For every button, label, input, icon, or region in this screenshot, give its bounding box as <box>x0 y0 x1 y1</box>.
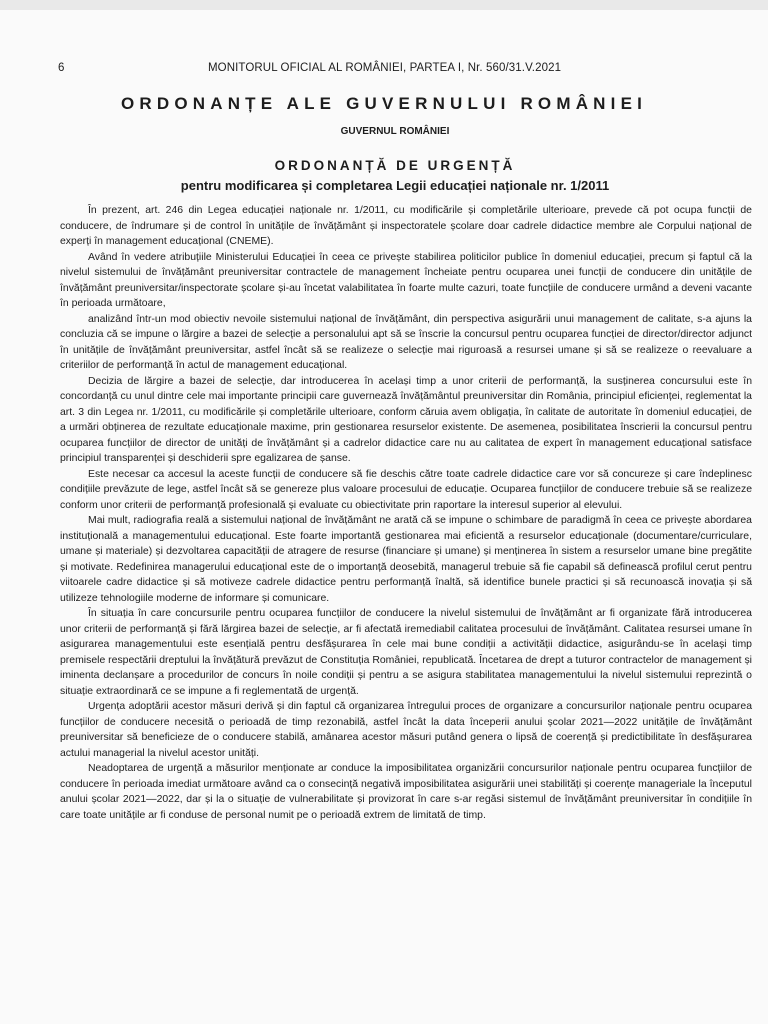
document-page <box>0 10 768 1024</box>
paragraph: Urgența adoptării acestor măsuri derivă și din faptul că organizarea întregului proces de organizare a concursurilor naționale pentru ocuparea funcțiilor de conducere necesită o perioadă de timp rezonabilă, astfel încât la data începerii anului școlar 2021—2022 unitățile de învățământ preuniversitar să beneficieze de o conducere stabilă, amânarea acestor măsuri putând genera o lipsă de coerență și predictibilitate în desfășurarea actului managerial la nivelul acestor unități. <box>60 701 752 759</box>
issuer-name: GUVERNUL ROMÂNIEI <box>340 126 450 137</box>
paragraph: În prezent, art. 246 din Legea educației naționale nr. 1/2011, cu modificările și completările ulterioare, prevede că pot ocupa funcții de conducere, de îndrumare și de control în unitățile de învățământ și inspectoratele școlare doar cadrele didactice membre ale Corpului național de experți în management educațional (CNEME). <box>60 205 752 247</box>
paragraph: În situația în care concursurile pentru ocuparea funcțiilor de conducere la nivelul sistemului de învățământ ar fi organizate fără introducerea unor criterii de performanță și fără lărgirea bazei de selecție, ar fi afectată iremediabil calitatea procesului de învățământ. Calitatea resursei umane în asigurarea managementului este esențială pentru desfășurarea în cele mai bune condiții a activității didactice, asigurându-se în același timp premisele respectării dreptului la învățătură prevăzut de Constituția României, republicată. Încetarea de drept a tuturor contractelor de management și iminenta declanșare a procedurilor de concurs în noile condiții și pentru a se asigura stabilitatea managementului la nivelul sistemului reprezintă o situație extraordinară ce se impune a fi reglementată de urgență. <box>60 608 752 697</box>
page-number: 6 <box>58 62 65 74</box>
page-header <box>58 62 718 78</box>
paragraph: Mai mult, radiografia reală a sistemului național de învățământ ne arată că se impune o schimbare de paradigmă în ceea ce privește abordarea instituțională a managementului educațional. Este foarte importantă gestionarea mai eficientă a resurselor educaționale (documentare/curriculare, umane și materiale) și dezvoltarea capacității de atragere de resurse (financiare și umane) și menținerea în sistem a resurselor umane bine pregătite și motivate. Redefinirea managerului educațional este de o importanță deosebită, managerul trebuie să fie capabil să definească profilul cerut pentru viitoarele cadre didactice și să motiveze cadrele didactice pentru performanță înaltă, să identifice bunele practici și să recunoască inovația și să utilizeze tehnologiile moderne de informare și comunicare. <box>60 515 752 604</box>
paragraph: Neadoptarea de urgență a măsurilor menționate ar conduce la imposibilitatea organizării concursurilor naționale pentru ocuparea funcțiilor de conducere în perioada imediat următoare având ca o consecință negativă imposibilitatea asigurării unei stabilități și coerențe manageriale la începutul anului școlar 2021—2022, dar și la o situație de vulnerabilitate și provizorat în care s-ar regăsi sistemul de învățământ preuniversitar în condițiile în care toate unitățile ar fi conduse de personal numit pe o perioadă extrem de limitată de timp. <box>60 763 752 821</box>
paragraph: Având în vedere atribuțiile Ministerului Educației în ceea ce privește stabilirea politicilor publice în domeniul educației, precum și faptul că la nivelul sistemului de învățământ preuniversitar contractele de management încheiate pentru ocuparea unei funcții de conducere din unitățile de învățământ preuniversitar/inspectorate școlare și-au încetat valabilitatea în foarte multe cazuri, toate funcțiile de conducere urmând a deveni vacante în perioada următoare, <box>60 251 752 309</box>
document-body <box>60 203 752 823</box>
paragraph: analizând într-un mod obiectiv nevoile sistemului național de învățământ, din perspectiva asigurării unui management de calitate, s-a ajuns la concluzia că se impune o lărgire a bazei de selecție a personalului apt să se înscrie la concursul pentru ocuparea funcției de director/director adjunct în unitățile de învățământ preuniversitar, astfel încât să se realizeze o selecție mai riguroasă a resursei umane și să se realizeze o reevaluare a criteriilor de performanță în actul de management educațional. <box>60 313 752 371</box>
document-type: ORDONANȚĂ DE URGENȚĂ <box>274 158 516 173</box>
section-title: ORDONANȚE ALE GUVERNULUI ROMÂNIEI <box>120 94 648 113</box>
paragraph: Este necesar ca accesul la aceste funcții de conducere să fie deschis către toate cadrele didactice care vor să concureze și care îndeplinesc condițiile prevăzute de lege, astfel încât să se genereze plus valoare procesului de educație. Ocuparea funcțiilor de conducere trebuie să se realizeze conform unor criterii de performanță profesională și evaluate cu obiectivitate prin raportare la interesul superior al elevului. <box>60 468 752 511</box>
document-subtitle: pentru modificarea și completarea Legii educației naționale nr. 1/2011 <box>180 178 610 193</box>
paragraph: Decizia de lărgire a bazei de selecție, dar introducerea în același timp a unor criterii de performanță, la susținerea concursului este în concordanță cu unul dintre cele mai importante principii care guvernează învățământul preuniversitar din România, principiul eficienței, reglementat la art. 3 din Legea nr. 1/2011, cu modificările și completările ulterioare, conform căruia avem obligația, în calitate de autoritate în domeniul educației, de a urmări obținerea de rezultate educaționale maxime, prin gestionarea resurselor existente. De asemenea, posibilitatea înscrierii la concursul pentru ocuparea funcțiilor de director de unități de învățământ și a cadrelor didactice care nu au calitatea de expert în management educațional satisface principiul transparenței și deschiderii spre egalizarea de șanse. <box>60 375 752 464</box>
journal-title: MONITORUL OFICIAL AL ROMÂNIEI, PARTEA I, Nr. 560/31.V.2021 <box>208 62 562 74</box>
